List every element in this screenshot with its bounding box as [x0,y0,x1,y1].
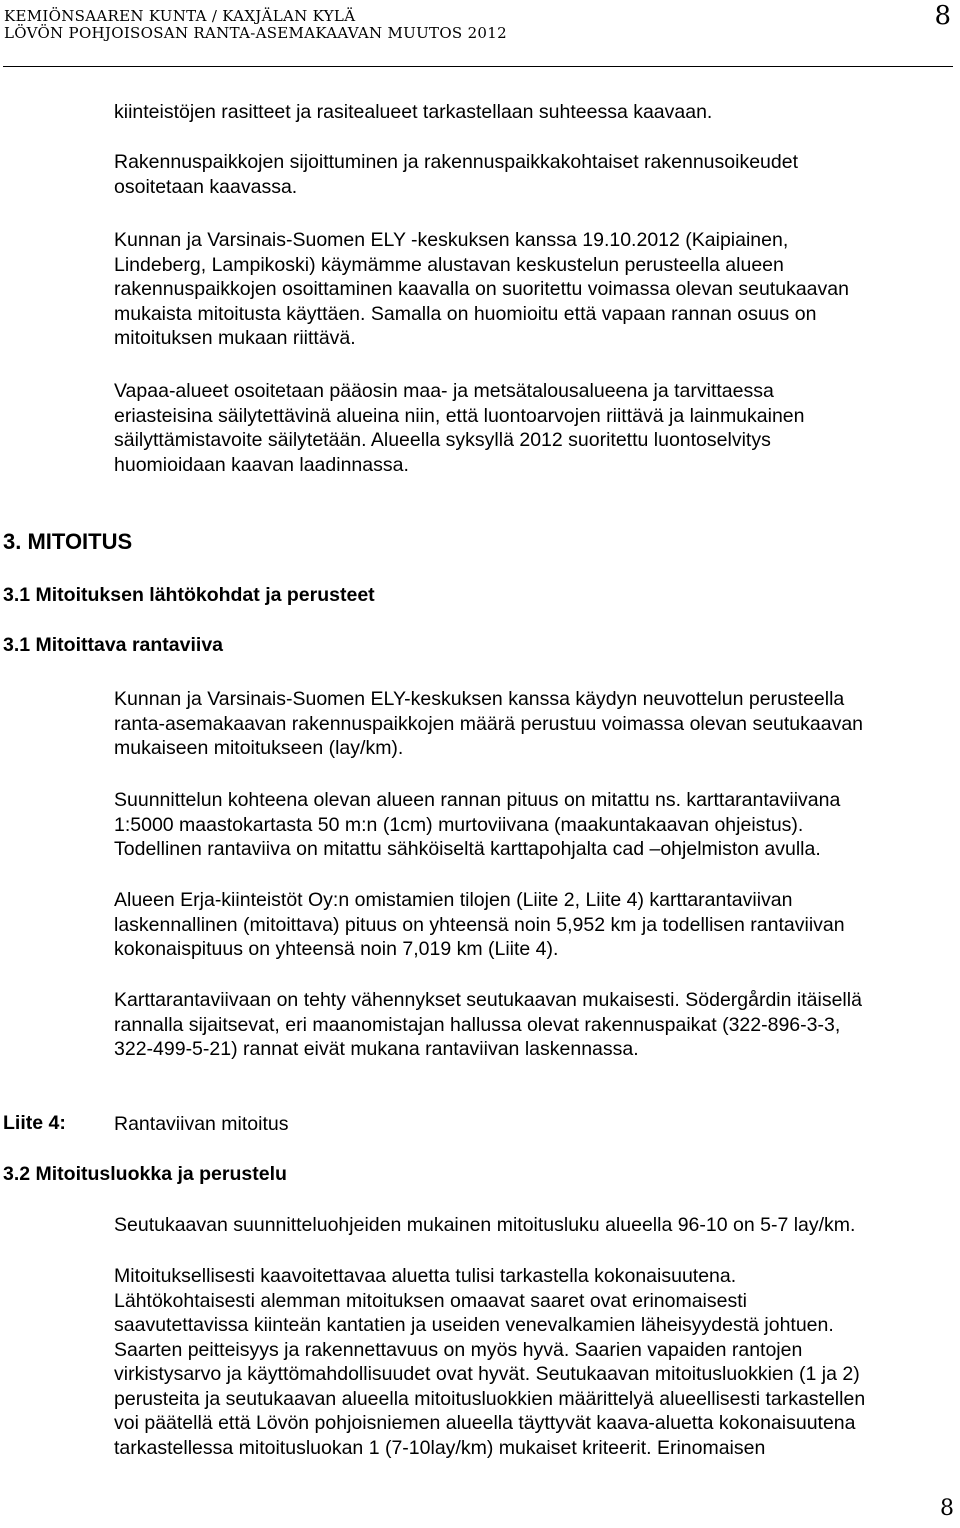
paragraph-erja-kiinteistot: Alueen Erja-kiinteistöt Oy:n omistamien tilojen (Liite 2, Liite 4) karttarantaviivan laskennallinen (mitoittava) pituus on yhteensä noin 5,952 km ja todellisen rantaviivan kokonaispituus on yhteensä noin 7,019 km (Liite 4). [114,889,845,960]
paragraph-neuvottelu-perusteella: Kunnan ja Varsinais-Suomen ELY-keskuksen kanssa käydyn neuvottelun perusteella ranta-asemakaavan rakennuspaikkojen määrä perustuu voimassa olevan seutukaavan mukaiseen mitoitukseen (lay/km). [114,688,864,759]
paragraph-rannan-pituus: Suunnittelun kohteena olevan alueen rannan pituus on mitattu ns. karttarantaviivana 1:5000 maastokartasta 50 m:n (1cm) murtoviivana (maakuntakaavan ohjeistus). Todellinen rantaviiva on mitattu sähköiseltä karttapohjalta cad –ohjelmiston avulla. [114,789,841,860]
paragraph-vapaa-alueet: Vapaa-alueet osoitetaan pääosin maa- ja metsätalousalueena ja tarvittaessa eriasteisina säilytettävinä alueina niin, että luontoarvojen riittävä ja lainmukainen säilyttämistavoite säilytetään. Alueella syksyllä 2012 suoritettu luontoselvitys huomioidaan kaavan laadinnassa. [114,380,805,476]
paragraph-rakennuspaikat: Rakennuspaikkojen sijoittuminen ja rakennuspaikkakohtaiset rakennusoikeudet osoitetaan kaavassa. [114,151,799,198]
heading-section-3: 3. MITOITUS [3,529,133,554]
appendix-label: Liite 4: [3,1112,66,1134]
heading-mitoittava-rantaviiva: 3.1 Mitoittava rantaviiva [3,634,224,656]
header-municipality: KEMIÖNSAAREN KUNTA / KAXJÄLAN KYLÄ [4,7,356,25]
header-page-number: 8 [934,1,951,31]
header-plan-title: LÖVÖN POHJOISOSAN RANTA-ASEMAKAAVAN MUUTOS 2012 [4,24,507,42]
appendix-title: Rantaviivan mitoitus [114,1113,289,1135]
paragraph-mitoitusluku: Seutukaavan suunnitteluohjeiden mukainen mitoitusluku alueella 96-10 on 5-7 lay/km. [114,1214,856,1236]
heading-section-3-2: 3.2 Mitoitusluokka ja perustelu [3,1163,287,1185]
paragraph-rasitteet: kiinteistöjen rasitteet ja rasitealueet tarkastellaan suhteessa kaavaan. [114,101,713,123]
paragraph-vahennykset: Karttarantaviivaan on tehty vähennykset seutukaavan mukaisesti. Södergårdin itäisellä rannalla sijaitsevat, eri maanomistajan hallussa olevat rakennuspaikat (322-896-3-3, 322-499-5-21) rannat eivät mukana rantaviivan laskennassa. [114,989,862,1060]
page-header [3,0,953,67]
paragraph-kokonaisuutena: Mitoituksellisesti kaavoitettavaa aluetta tulisi tarkastella kokonaisuutena. Lähtökohtaisesti alemman mitoituksen omaavat saaret ovat erinomaisesti saavutettavissa kiinteän kantatien ja useiden venevalkamien läheisyydestä johtuen. Saarten peitteisyys ja rakennettavuus on myös hyvä. Saarien vapaiden rantojen virkistysarvo ja käyttömahdollisuudet ovat hyvät. Seutukaavan mitoitusluokkien (1 ja 2) perusteita ja seutukaavan alueella mitoitusluokkien määrittelyä alueellisesti tarkastellen voi päätellä että Lövön pohjoisniemen alueella täyttyvät kaava-aluetta kokonaisuutena tarkastellessa mitoitusluokan 1 (7-10lay/km) mukaiset kriteerit. Erinomaisen [114,1265,866,1459]
paragraph-ely-neuvottelu: Kunnan ja Varsinais-Suomen ELY -keskuksen kanssa 19.10.2012 (Kaipiainen, Lindeberg, Lampikoski) käymämme alustavan keskustelun perusteella alueen rakennuspaikkojen osoittaminen kaavalla on suoritettu voimassa olevan seutukaavan mukaista mitoitusta käyttäen. Samalla on huomioitu että vapaan rannan osuus on mitoituksen mukaan riittävä. [114,229,849,349]
footer-page-number: 8 [940,1496,954,1521]
heading-section-3-1: 3.1 Mitoituksen lähtökohdat ja perusteet [3,584,375,606]
